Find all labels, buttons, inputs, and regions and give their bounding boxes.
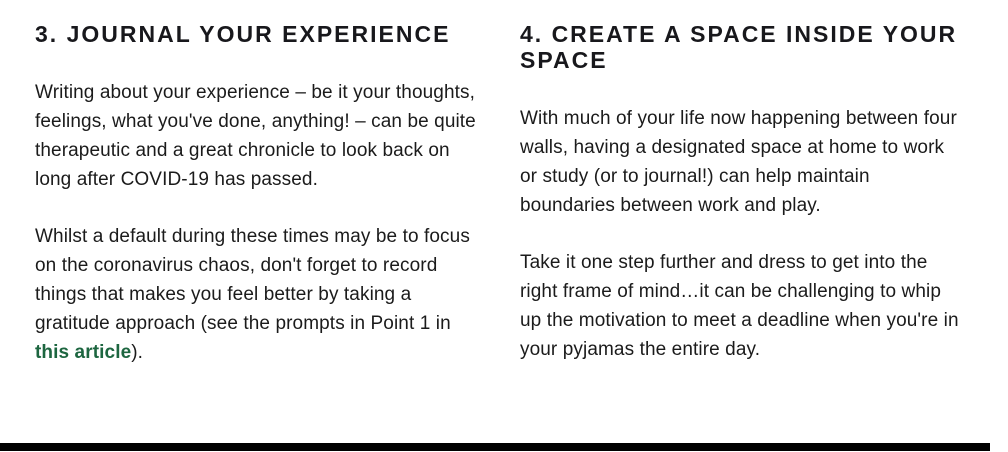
section-3-heading: 3. JOURNAL YOUR EXPERIENCE bbox=[35, 21, 451, 47]
section-4-paragraph-1: With much of your life now happening between four walls, having a designated space at home to work or study (or to journal!) can help maintain boundaries between work and play. bbox=[520, 107, 957, 216]
paragraph-text-before-link: Whilst a default during these times may be to focus on the coronavirus chaos, don't forget to record things that makes you feel better by taking a gratitude approach (see the prompts in Point 1 in bbox=[35, 225, 470, 334]
section-3-paragraph-1: Writing about your experience – be it your thoughts, feelings, what you've done, anything! – can be quite therapeutic and a great chronicle to look back on long after COVID-19 has passed. bbox=[35, 81, 476, 190]
this-article-link[interactable]: this article bbox=[35, 341, 132, 363]
section-3-paragraph-2 bbox=[35, 222, 478, 367]
section-create-a-space bbox=[520, 22, 965, 395]
section-journal-your-experience bbox=[35, 22, 478, 395]
section-4-paragraph-2: Take it one step further and dress to get into the right frame of mind…it can be challenging to whip up the motivation to meet a deadline when you're in your pyjamas the entire day. bbox=[520, 251, 959, 360]
section-4-heading: 4. CREATE A SPACE INSIDE YOUR SPACE bbox=[520, 21, 958, 73]
bottom-divider-rule bbox=[0, 443, 990, 451]
paragraph-text-after-link: ). bbox=[131, 341, 144, 363]
